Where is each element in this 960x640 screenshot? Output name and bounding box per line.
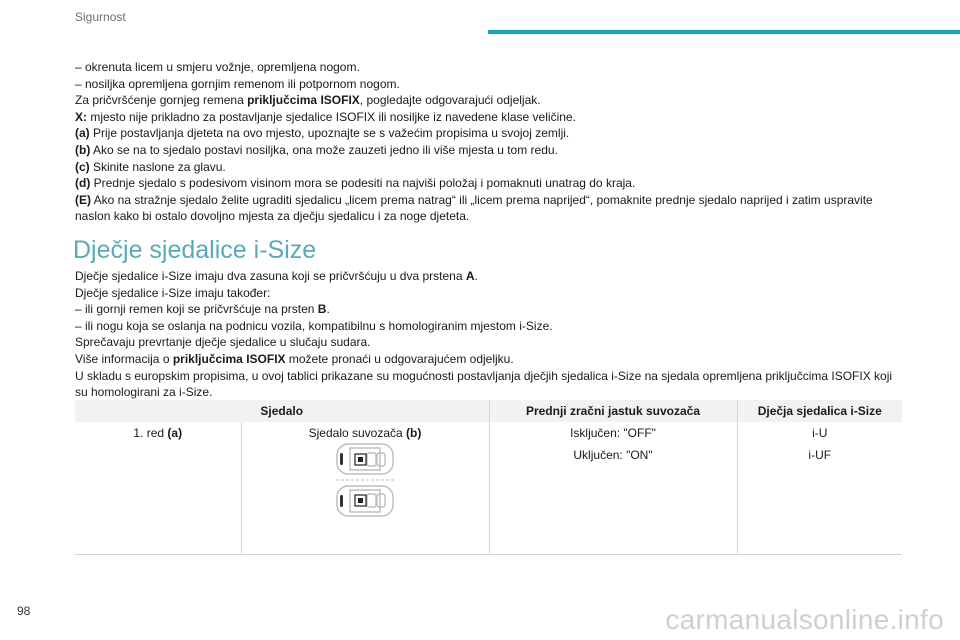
body-text: [75, 59, 905, 225]
cell-seat: [241, 422, 489, 555]
seat-label: Sjedalo suvozača (b): [308, 426, 422, 440]
section-text: [75, 268, 905, 401]
section-line: – ili nogu koja se oslanja na podnicu vozila, kompatibilnu s homologiranim mjestom i-Size.: [75, 318, 553, 333]
airbag-on: Uključen: "ON": [573, 448, 653, 462]
header-seat: Sjedalo: [75, 400, 489, 422]
cell-airbag: [489, 422, 737, 555]
body-line: Za pričvršćenje gornjeg remena priključcima ISOFIX, pogledajte odgovarajući odjeljak.: [75, 93, 541, 108]
isize-off-value: i-U: [812, 426, 828, 440]
note-a: (a) Prije postavljanja djeteta na ovo mjesto, upoznajte se s važećim propisima u svojoj zemlji.: [75, 126, 570, 141]
table-row: [75, 422, 902, 555]
header-section-title: Sigurnost: [75, 10, 126, 24]
section-title: Dječje sjedalice i-Size: [73, 236, 317, 264]
body-line: – okrenuta licem u smjeru vožnje, opremljena nogom.: [75, 60, 360, 74]
note-b: (b) Ako se na to sjedalo postavi nosiljka, ona može zauzeti jedno ili više mjesta u tom redu.: [75, 142, 558, 157]
note-e: (E) Ako na stražnje sjedalo želite ugraditi sjedalicu „licem prema natrag“ ili „licem prema naprijed“, pomaknite prednje sjedalo naprijed i zatim uspravite naslon kako bi ostalo dovoljno mjesta za dječju sjedalicu i za noge djeteta.: [75, 192, 873, 224]
section-line: – ili gornji remen koji se pričvršćuje na prsten B.: [75, 302, 330, 317]
note-d: (d) Prednje sjedalo s podesivom visinom mora se podesiti na najviši položaj i pomaknuti unatrag do kraja.: [75, 176, 636, 191]
header-airbag: Prednji zračni jastuk suvozača: [489, 400, 737, 422]
section-line: Sprečavaju prevrtanje dječje sjedalice u slučaju sudara.: [75, 335, 371, 350]
header-isize: Dječja sjedalica i-Size: [737, 400, 902, 422]
cell-row-label: 1. red (a): [75, 422, 241, 555]
car-top-view-icon: [334, 442, 396, 518]
note-x: X: mjesto nije prikladno za postavljanje sjedalice ISOFIX ili nosiljke iz navedene klase veličine.: [75, 109, 576, 124]
body-line: – nosiljka opremljena gornjim remenom ili potpornom nogom.: [75, 76, 400, 91]
airbag-off: Isključen: "OFF": [570, 426, 656, 440]
cell-isize: [737, 422, 902, 555]
section-line: Dječje sjedalice i-Size imaju dva zasuna koji se pričvršćuju u dva prstena A.: [75, 269, 478, 283]
section-line: U skladu s europskim propisima, u ovoj tablici prikazane su mogućnosti postavljanja dječjih sjedalica i-Size na sjedala opremljena priključcima ISOFIX koji su homologirani za i-Size.: [75, 368, 893, 400]
note-c: (c) Skinite naslone za glavu.: [75, 159, 226, 174]
header-accent-bar: [488, 30, 960, 34]
section-line: Dječje sjedalice i-Size imaju također:: [75, 285, 271, 300]
section-line: Više informacija o priključcima ISOFIX možete pronaći u odgovarajućem odjeljku.: [75, 351, 514, 366]
table-header-row: [75, 400, 902, 422]
isofix-bold: priključcima ISOFIX: [247, 93, 360, 108]
page-number: 98: [17, 604, 31, 618]
isize-table: [75, 400, 902, 555]
isize-on-value: i-UF: [808, 448, 832, 462]
watermark: carmanualsonline.info: [665, 604, 944, 635]
